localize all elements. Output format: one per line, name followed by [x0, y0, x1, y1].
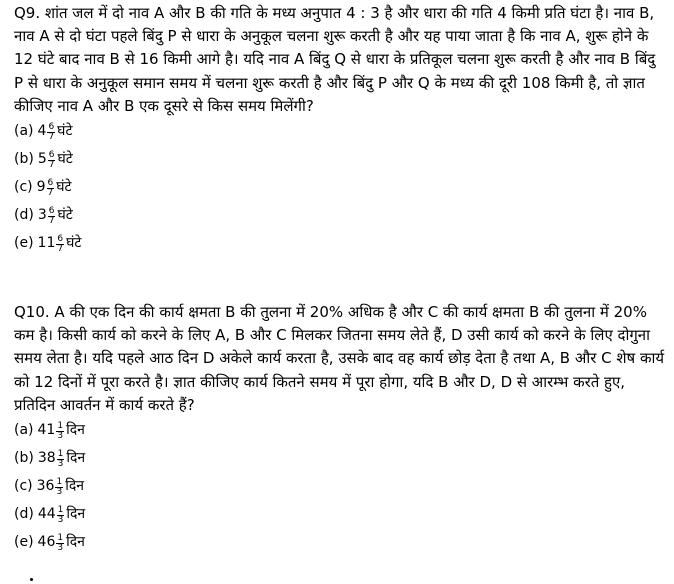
- option-whole: 36: [36, 478, 55, 495]
- option-fraction: [55, 478, 63, 497]
- question-9-option-c: [14, 174, 666, 202]
- fraction-numerator: 6: [47, 177, 54, 188]
- option-label: (a): [14, 422, 34, 439]
- question-9-options: [14, 118, 666, 258]
- fraction-denominator: 3: [57, 458, 64, 469]
- option-fraction: [56, 534, 64, 553]
- question-10-text: Q10. A की एक दिन की कार्य क्षमता B की तुलना में 20% अधिक है और C की कार्य क्षमता B की तुलना में 20% कम है। किसी कार्य को करने के लिए A, B और C मिलकर जितना समय लेते हैं, D उसी कार्य को करने के लिए दोगुना समय लेता है। यदि पहले आठ दिन D अकेले कार्य करता है, उसके बाद वह कार्य छोड़ देता है तथा A, B और C शेष कार्य को 12 दिनों में पूरा करते है। ज्ञात कीजिए कार्य कितने समय में पूरा होगा, यदि B और D, D से आरम्भ करते हुए, प्रतिदिन आवर्तन में कार्य करते हैं?: [14, 303, 665, 414]
- option-label: (b): [14, 151, 34, 168]
- fraction-numerator: 6: [48, 149, 55, 160]
- option-value: [37, 475, 84, 498]
- option-fraction: [47, 123, 55, 142]
- option-unit: घंटे: [56, 179, 72, 196]
- option-value: [38, 120, 73, 143]
- stray-dot: [30, 578, 33, 581]
- question-10-options: [14, 417, 666, 557]
- option-whole: 3: [37, 207, 47, 224]
- option-value: [37, 176, 72, 199]
- fraction-denominator: 3: [57, 514, 64, 525]
- fraction-denominator: 7: [48, 159, 55, 170]
- question-10-option-e: [14, 529, 666, 557]
- fraction-numerator: 6: [57, 233, 64, 244]
- question-10-option-a: [14, 417, 666, 445]
- option-unit: दिन: [66, 450, 86, 467]
- option-fraction: [57, 450, 65, 469]
- option-label: (c): [14, 179, 33, 196]
- option-fraction: [56, 235, 64, 254]
- question-9-text: Q9. शांत जल में दो नाव A और B की गति के मध्य अनुपात 4 : 3 है और धारा की गति 4 किमी प्रति घंटा है। नाव B, नाव A से दो घंटा पहले बिंदु P से धारा के अनुकूल चलना शुरू करती है और यह पाया जाता है कि नाव A, शुरू होने के 12 घंटे बाद नाव B से 16 किमी आगे है। यदि नाव A बिंदु Q से धारा के प्रतिकूल चलना शुरू करती है और नाव B बिंदु P से धारा के अनुकूल समान समय में चलना शुरू करती है और बिंदु P और Q के मध्य की दूरी 108 किमी है, तो ज्ञात कीजिए नाव A और B एक दूसरे से किस समय मिलेंगी?: [14, 4, 656, 115]
- option-unit: घंटे: [66, 235, 82, 252]
- option-whole: 44: [37, 506, 56, 523]
- fraction-numerator: 6: [48, 121, 55, 132]
- option-fraction: [56, 422, 64, 441]
- option-value: [38, 531, 85, 554]
- option-whole: 38: [37, 450, 56, 467]
- option-value: [38, 232, 82, 255]
- question-9: [14, 2, 666, 258]
- option-value: [38, 419, 85, 442]
- question-9-option-a: [14, 118, 666, 146]
- question-10-option-d: [14, 501, 666, 529]
- fraction-denominator: 7: [57, 243, 64, 254]
- fraction-denominator: 3: [57, 430, 64, 441]
- option-whole: 41: [37, 422, 56, 439]
- option-unit: घंटे: [57, 123, 73, 140]
- fraction-numerator: 1: [57, 532, 64, 543]
- fraction-denominator: 3: [56, 486, 63, 497]
- option-label: (c): [14, 478, 33, 495]
- fraction-denominator: 7: [47, 187, 54, 198]
- option-whole: 5: [37, 151, 47, 168]
- fraction-denominator: 3: [57, 542, 64, 553]
- option-whole: 11: [37, 235, 56, 252]
- option-whole: 46: [37, 534, 56, 551]
- fraction-numerator: 1: [57, 504, 64, 515]
- option-value: [38, 148, 73, 171]
- option-fraction: [57, 506, 65, 525]
- option-fraction: [47, 179, 55, 198]
- question-9-option-b: [14, 146, 666, 174]
- question-10: [14, 301, 666, 557]
- question-10-option-b: [14, 445, 666, 473]
- option-unit: घंटे: [57, 151, 73, 168]
- option-label: (e): [14, 534, 34, 551]
- fraction-numerator: 1: [57, 420, 64, 431]
- option-label: (d): [14, 207, 34, 224]
- option-fraction: [48, 207, 56, 226]
- option-label: (b): [14, 450, 34, 467]
- option-whole: 4: [37, 123, 47, 140]
- fraction-denominator: 7: [48, 131, 55, 142]
- fraction-numerator: 1: [57, 448, 64, 459]
- option-label: (d): [14, 506, 34, 523]
- option-unit: दिन: [66, 534, 85, 551]
- question-9-option-d: [14, 202, 666, 230]
- fraction-numerator: 6: [48, 205, 55, 216]
- question-10-option-c: [14, 473, 666, 501]
- option-whole: 9: [36, 179, 46, 196]
- option-unit: दिन: [66, 506, 86, 523]
- option-value: [38, 204, 73, 227]
- option-value: [38, 503, 85, 526]
- option-unit: घंटे: [57, 207, 73, 224]
- fraction-denominator: 7: [48, 215, 55, 226]
- option-unit: दिन: [65, 478, 85, 495]
- option-label: (e): [14, 235, 34, 252]
- option-value: [38, 447, 85, 470]
- question-9-option-e: [14, 230, 666, 258]
- option-label: (a): [14, 123, 34, 140]
- option-unit: दिन: [66, 422, 85, 439]
- fraction-numerator: 1: [56, 476, 63, 487]
- option-fraction: [48, 151, 56, 170]
